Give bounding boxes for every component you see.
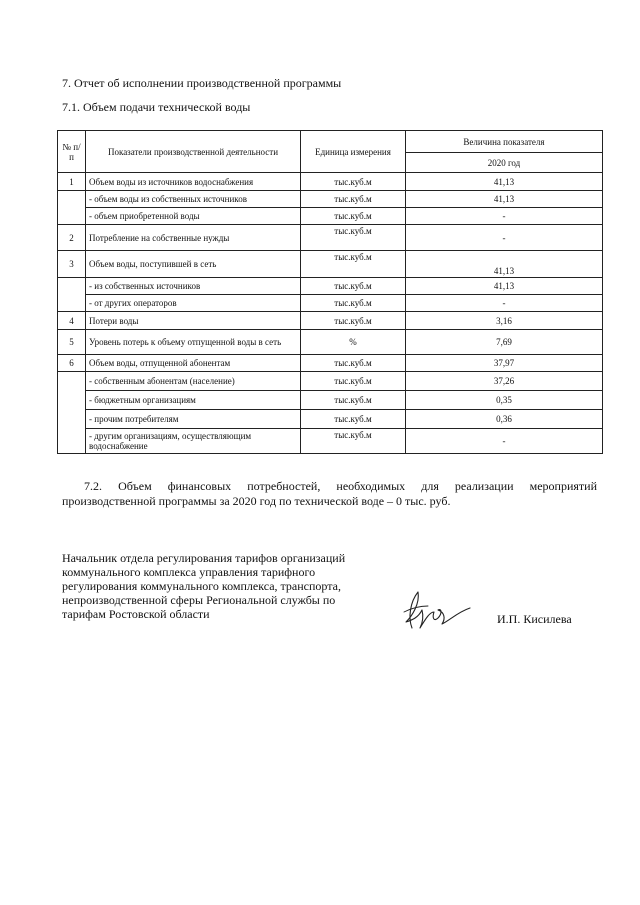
signatory-position-line: регулирования коммунального комплекса, транспорта, [62, 579, 341, 593]
row-unit: тыс.куб.м [301, 225, 406, 251]
row-num: 5 [58, 330, 86, 355]
row-value: - [406, 429, 603, 454]
table-row [58, 330, 603, 355]
signatory-position-line: непроизводственной сферы Региональной службы по [62, 593, 336, 607]
table-row [58, 225, 603, 251]
row-unit: тыс.куб.м [301, 410, 406, 429]
row-value: 41,13 [406, 173, 603, 191]
table-row [58, 372, 603, 391]
row-num-empty [58, 372, 86, 454]
row-value: - [406, 208, 603, 225]
signatory-position [62, 551, 392, 621]
row-label: - прочим потребителям [86, 410, 301, 429]
row-label: Потери воды [86, 312, 301, 330]
row-unit: % [301, 330, 406, 355]
row-unit: тыс.куб.м [301, 251, 406, 278]
header-value: Величина показателя [406, 131, 603, 153]
table-row [58, 391, 603, 410]
row-label: - другим организациям, осуществляющим водоснабжение [86, 429, 301, 454]
row-num: 3 [58, 251, 86, 278]
row-num: 2 [58, 225, 86, 251]
row-value: - [406, 295, 603, 312]
row-num: 1 [58, 173, 86, 191]
financial-needs-paragraph: 7.2. Объем финансовых потребностей, необходимых для реализации мероприятий производственной программы за 2020 год по технической воде – 0 тыс. руб. [62, 479, 597, 508]
row-value: 37,26 [406, 372, 603, 391]
signatory-position-line: Начальник отдела регулирования тарифов организаций [62, 551, 346, 565]
header-indicator: Показатели производственной деятельности [86, 131, 301, 173]
table-row [58, 208, 603, 225]
table-header [58, 131, 603, 173]
row-label: Потребление на собственные нужды [86, 225, 301, 251]
row-value: 37,97 [406, 355, 603, 372]
row-value: - [406, 225, 603, 251]
signer-name: И.П. Кисилева [497, 612, 572, 626]
row-label: - объем приобретенной воды [86, 208, 301, 225]
row-unit: тыс.куб.м [301, 391, 406, 410]
signatory-position-line: коммунального комплекса управления тарифного [62, 565, 316, 579]
row-unit: тыс.куб.м [301, 191, 406, 208]
row-unit: тыс.куб.м [301, 173, 406, 191]
header-year: 2020 год [406, 153, 603, 173]
row-label: Объем воды из источников водоснабжения [86, 173, 301, 191]
row-num: 6 [58, 355, 86, 372]
row-value: 3,16 [406, 312, 603, 330]
row-label: - бюджетным организациям [86, 391, 301, 410]
row-label: - из собственных источников [86, 278, 301, 295]
table-row [58, 191, 603, 208]
row-label: - от других операторов [86, 295, 301, 312]
table-row [58, 295, 603, 312]
row-unit: тыс.куб.м [301, 312, 406, 330]
section-title: 7. Отчет об исполнении производственной программы [62, 76, 342, 90]
row-unit: тыс.куб.м [301, 208, 406, 225]
row-num: 4 [58, 312, 86, 330]
handwritten-signature [398, 588, 473, 633]
header-num: № п/п [58, 131, 86, 173]
row-label: Объем воды, отпущенной абонентам [86, 355, 301, 372]
row-value: 41,13 [406, 251, 603, 278]
subsection-title: 7.1. Объем подачи технической воды [62, 100, 251, 114]
row-label: - собственным абонентам (население) [86, 372, 301, 391]
row-num-empty [58, 191, 86, 225]
table-row [58, 173, 603, 191]
table-row [58, 429, 603, 454]
row-unit: тыс.куб.м [301, 372, 406, 391]
row-unit: тыс.куб.м [301, 429, 406, 454]
row-unit: тыс.куб.м [301, 295, 406, 312]
row-value: 7,69 [406, 330, 603, 355]
row-num-empty [58, 278, 86, 312]
row-label: Объем воды, поступившей в сеть [86, 251, 301, 278]
header-unit: Единица измерения [301, 131, 406, 173]
row-unit: тыс.куб.м [301, 355, 406, 372]
row-label: Уровень потерь к объему отпущенной воды в сеть [86, 330, 301, 355]
row-value: 41,13 [406, 278, 603, 295]
row-value: 41,13 [406, 191, 603, 208]
row-value: 0,36 [406, 410, 603, 429]
table-row [58, 355, 603, 372]
row-unit: тыс.куб.м [301, 278, 406, 295]
table-row [58, 312, 603, 330]
row-label: - объем воды из собственных источников [86, 191, 301, 208]
table-row [58, 410, 603, 429]
water-supply-table [57, 130, 603, 454]
table-row [58, 278, 603, 295]
signatory-position-line: тарифам Ростовской области [62, 607, 210, 621]
table-body [58, 173, 603, 454]
table-row [58, 251, 603, 278]
row-value: 0,35 [406, 391, 603, 410]
